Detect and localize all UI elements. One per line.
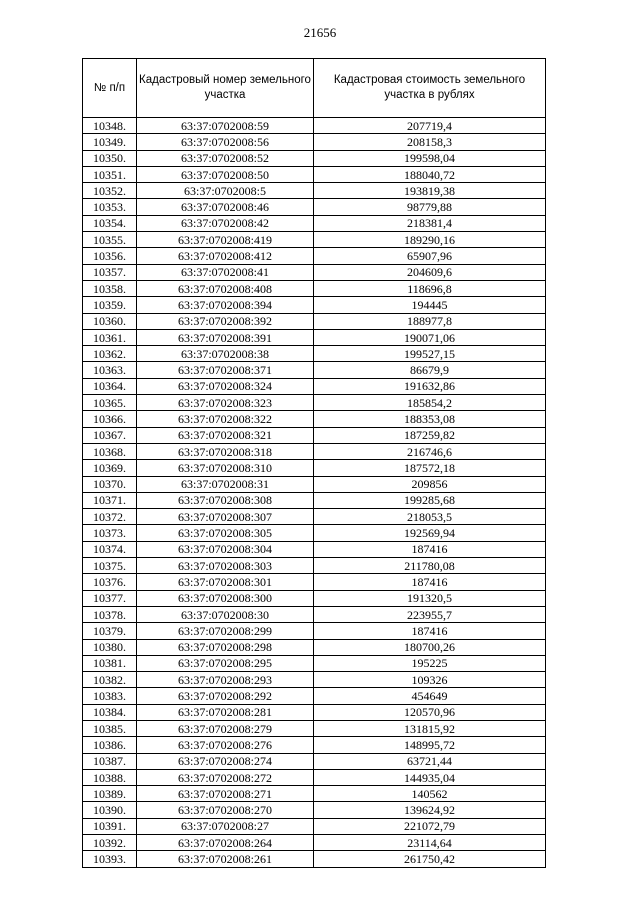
cell-cadastral-value: 187416 — [314, 574, 546, 590]
table-row — [83, 313, 546, 329]
cell-cadastral-number: 63:37:0702008:301 — [137, 574, 314, 590]
cell-cadastral-value: 109326 — [314, 672, 546, 688]
cell-cadastral-number: 63:37:0702008:321 — [137, 427, 314, 443]
table-row — [83, 118, 546, 134]
cell-cadastral-number: 63:37:0702008:318 — [137, 443, 314, 459]
cell-number: 10393. — [83, 851, 137, 867]
table-row — [83, 183, 546, 199]
cell-number: 10348. — [83, 118, 137, 134]
cell-number: 10383. — [83, 688, 137, 704]
table-row — [83, 769, 546, 785]
table-row — [83, 411, 546, 427]
cell-cadastral-number: 63:37:0702008:52 — [137, 150, 314, 166]
table-row — [83, 297, 546, 313]
table-row — [83, 737, 546, 753]
cell-number: 10363. — [83, 362, 137, 378]
cell-cadastral-number: 63:37:0702008:270 — [137, 802, 314, 818]
cell-number: 10356. — [83, 248, 137, 264]
cell-number: 10374. — [83, 541, 137, 557]
cell-number: 10354. — [83, 215, 137, 231]
cell-cadastral-number: 63:37:0702008:274 — [137, 753, 314, 769]
cadastral-table — [82, 58, 546, 868]
cell-number: 10379. — [83, 623, 137, 639]
cell-cadastral-number: 63:37:0702008:310 — [137, 460, 314, 476]
cell-cadastral-number: 63:37:0702008:323 — [137, 395, 314, 411]
cell-cadastral-number: 63:37:0702008:42 — [137, 215, 314, 231]
table-row — [83, 166, 546, 182]
cell-number: 10367. — [83, 427, 137, 443]
table-row — [83, 476, 546, 492]
table-row — [83, 346, 546, 362]
header-number: № п/п — [83, 59, 137, 118]
cell-cadastral-number: 63:37:0702008:50 — [137, 166, 314, 182]
table-row — [83, 492, 546, 508]
cell-cadastral-number: 63:37:0702008:295 — [137, 655, 314, 671]
cell-number: 10376. — [83, 574, 137, 590]
cell-number: 10389. — [83, 786, 137, 802]
cell-cadastral-value: 223955,7 — [314, 606, 546, 622]
table-row — [83, 215, 546, 231]
table-row — [83, 362, 546, 378]
cell-cadastral-number: 63:37:0702008:281 — [137, 704, 314, 720]
cell-number: 10385. — [83, 720, 137, 736]
cell-cadastral-value: 86679,9 — [314, 362, 546, 378]
cell-cadastral-value: 199598,04 — [314, 150, 546, 166]
cell-cadastral-number: 63:37:0702008:304 — [137, 541, 314, 557]
cell-cadastral-number: 63:37:0702008:41 — [137, 264, 314, 280]
cell-cadastral-value: 188353,08 — [314, 411, 546, 427]
table-row — [83, 232, 546, 248]
cell-cadastral-number: 63:37:0702008:276 — [137, 737, 314, 753]
cell-cadastral-number: 63:37:0702008:30 — [137, 606, 314, 622]
cell-cadastral-value: 190071,06 — [314, 329, 546, 345]
table-row — [83, 574, 546, 590]
cell-cadastral-number: 63:37:0702008:5 — [137, 183, 314, 199]
table-row — [83, 264, 546, 280]
cell-cadastral-number: 63:37:0702008:38 — [137, 346, 314, 362]
cell-cadastral-value: 140562 — [314, 786, 546, 802]
cell-cadastral-value: 199527,15 — [314, 346, 546, 362]
table-row — [83, 150, 546, 166]
cell-cadastral-number: 63:37:0702008:27 — [137, 818, 314, 834]
cell-cadastral-value: 131815,92 — [314, 720, 546, 736]
cell-cadastral-value: 191320,5 — [314, 590, 546, 606]
cell-number: 10375. — [83, 558, 137, 574]
table-row — [83, 280, 546, 296]
cell-number: 10370. — [83, 476, 137, 492]
table-row — [83, 851, 546, 867]
table-row — [83, 672, 546, 688]
cell-cadastral-value: 207719,4 — [314, 118, 546, 134]
cell-cadastral-value: 65907,96 — [314, 248, 546, 264]
table-row — [83, 835, 546, 851]
cell-number: 10358. — [83, 280, 137, 296]
header-cadastral-value: Кадастровая стоимость земельного участка в рублях — [314, 59, 546, 118]
table-row — [83, 818, 546, 834]
cell-cadastral-number: 63:37:0702008:299 — [137, 623, 314, 639]
cell-cadastral-value: 193819,38 — [314, 183, 546, 199]
cell-number: 10377. — [83, 590, 137, 606]
cell-number: 10359. — [83, 297, 137, 313]
cell-number: 10371. — [83, 492, 137, 508]
cell-cadastral-value: 120570,96 — [314, 704, 546, 720]
cell-cadastral-value: 216746,6 — [314, 443, 546, 459]
cell-number: 10362. — [83, 346, 137, 362]
cell-cadastral-value: 192569,94 — [314, 525, 546, 541]
table-body — [83, 118, 546, 868]
cell-cadastral-number: 63:37:0702008:271 — [137, 786, 314, 802]
cell-cadastral-value: 454649 — [314, 688, 546, 704]
cell-cadastral-value: 208158,3 — [314, 134, 546, 150]
cell-cadastral-number: 63:37:0702008:308 — [137, 492, 314, 508]
cell-cadastral-number: 63:37:0702008:394 — [137, 297, 314, 313]
table-row — [83, 541, 546, 557]
cell-number: 10390. — [83, 802, 137, 818]
cell-number: 10355. — [83, 232, 137, 248]
table-row — [83, 704, 546, 720]
cell-cadastral-number: 63:37:0702008:264 — [137, 835, 314, 851]
table-header-row — [83, 59, 546, 118]
cell-cadastral-number: 63:37:0702008:412 — [137, 248, 314, 264]
cell-number: 10350. — [83, 150, 137, 166]
table-row — [83, 395, 546, 411]
cell-cadastral-value: 98779,88 — [314, 199, 546, 215]
cell-cadastral-number: 63:37:0702008:371 — [137, 362, 314, 378]
cell-cadastral-number: 63:37:0702008:392 — [137, 313, 314, 329]
cell-cadastral-value: 63721,44 — [314, 753, 546, 769]
cell-cadastral-number: 63:37:0702008:292 — [137, 688, 314, 704]
table-row — [83, 525, 546, 541]
table-row — [83, 639, 546, 655]
cell-number: 10365. — [83, 395, 137, 411]
cell-cadastral-value: 194445 — [314, 297, 546, 313]
cell-cadastral-number: 63:37:0702008:303 — [137, 558, 314, 574]
cell-cadastral-number: 63:37:0702008:300 — [137, 590, 314, 606]
table-row — [83, 590, 546, 606]
cell-number: 10380. — [83, 639, 137, 655]
cell-cadastral-number: 63:37:0702008:324 — [137, 378, 314, 394]
table-row — [83, 786, 546, 802]
cell-cadastral-value: 187416 — [314, 541, 546, 557]
table-row — [83, 329, 546, 345]
cell-cadastral-value: 23114,64 — [314, 835, 546, 851]
cell-cadastral-number: 63:37:0702008:419 — [137, 232, 314, 248]
cell-cadastral-value: 188977,8 — [314, 313, 546, 329]
cell-cadastral-value: 191632,86 — [314, 378, 546, 394]
cell-cadastral-value: 211780,08 — [314, 558, 546, 574]
cell-cadastral-number: 63:37:0702008:272 — [137, 769, 314, 785]
cell-cadastral-number: 63:37:0702008:322 — [137, 411, 314, 427]
cell-cadastral-value: 188040,72 — [314, 166, 546, 182]
cell-number: 10368. — [83, 443, 137, 459]
cell-number: 10382. — [83, 672, 137, 688]
table-row — [83, 134, 546, 150]
table-row — [83, 802, 546, 818]
cell-cadastral-number: 63:37:0702008:59 — [137, 118, 314, 134]
cell-cadastral-value: 148995,72 — [314, 737, 546, 753]
table-row — [83, 655, 546, 671]
cell-number: 10366. — [83, 411, 137, 427]
cell-cadastral-number: 63:37:0702008:408 — [137, 280, 314, 296]
header-cadastral-number: Кадастровый номер земельного участка — [137, 59, 314, 118]
cell-number: 10351. — [83, 166, 137, 182]
cell-cadastral-value: 261750,42 — [314, 851, 546, 867]
cell-number: 10364. — [83, 378, 137, 394]
cell-number: 10352. — [83, 183, 137, 199]
cell-cadastral-number: 63:37:0702008:305 — [137, 525, 314, 541]
cell-number: 10361. — [83, 329, 137, 345]
table-row — [83, 460, 546, 476]
cell-cadastral-value: 187572,18 — [314, 460, 546, 476]
cell-number: 10357. — [83, 264, 137, 280]
cell-number: 10378. — [83, 606, 137, 622]
table-row — [83, 720, 546, 736]
cell-number: 10386. — [83, 737, 137, 753]
cell-cadastral-number: 63:37:0702008:46 — [137, 199, 314, 215]
cell-cadastral-value: 218053,5 — [314, 509, 546, 525]
table-row — [83, 248, 546, 264]
cell-cadastral-value: 187416 — [314, 623, 546, 639]
cell-cadastral-number: 63:37:0702008:31 — [137, 476, 314, 492]
cell-cadastral-value: 218381,4 — [314, 215, 546, 231]
cell-cadastral-number: 63:37:0702008:279 — [137, 720, 314, 736]
cell-number: 10388. — [83, 769, 137, 785]
cell-number: 10391. — [83, 818, 137, 834]
cell-cadastral-value: 144935,04 — [314, 769, 546, 785]
cell-cadastral-value: 221072,79 — [314, 818, 546, 834]
cell-cadastral-value: 185854,2 — [314, 395, 546, 411]
cell-number: 10381. — [83, 655, 137, 671]
cell-number: 10353. — [83, 199, 137, 215]
table-row — [83, 378, 546, 394]
table-row — [83, 199, 546, 215]
cell-cadastral-number: 63:37:0702008:307 — [137, 509, 314, 525]
cell-number: 10369. — [83, 460, 137, 476]
cell-cadastral-value: 180700,26 — [314, 639, 546, 655]
table-row — [83, 753, 546, 769]
page-number: 21656 — [303, 25, 337, 40]
cell-number: 10384. — [83, 704, 137, 720]
table-row — [83, 509, 546, 525]
cell-cadastral-value: 187259,82 — [314, 427, 546, 443]
table-row — [83, 688, 546, 704]
cell-cadastral-value: 195225 — [314, 655, 546, 671]
cell-number: 10387. — [83, 753, 137, 769]
cell-cadastral-number: 63:37:0702008:293 — [137, 672, 314, 688]
cell-cadastral-number: 63:37:0702008:391 — [137, 329, 314, 345]
cell-cadastral-value: 204609,6 — [314, 264, 546, 280]
cell-cadastral-value: 209856 — [314, 476, 546, 492]
table-row — [83, 623, 546, 639]
cell-cadastral-number: 63:37:0702008:298 — [137, 639, 314, 655]
cell-number: 10392. — [83, 835, 137, 851]
table-row — [83, 443, 546, 459]
cell-cadastral-value: 118696,8 — [314, 280, 546, 296]
cell-number: 10349. — [83, 134, 137, 150]
table-row — [83, 606, 546, 622]
cell-cadastral-value: 139624,92 — [314, 802, 546, 818]
cell-number: 10372. — [83, 509, 137, 525]
table-row — [83, 558, 546, 574]
cell-cadastral-value: 189290,16 — [314, 232, 546, 248]
cell-cadastral-number: 63:37:0702008:56 — [137, 134, 314, 150]
table-row — [83, 427, 546, 443]
cell-number: 10373. — [83, 525, 137, 541]
cell-number: 10360. — [83, 313, 137, 329]
cell-cadastral-number: 63:37:0702008:261 — [137, 851, 314, 867]
cell-cadastral-value: 199285,68 — [314, 492, 546, 508]
